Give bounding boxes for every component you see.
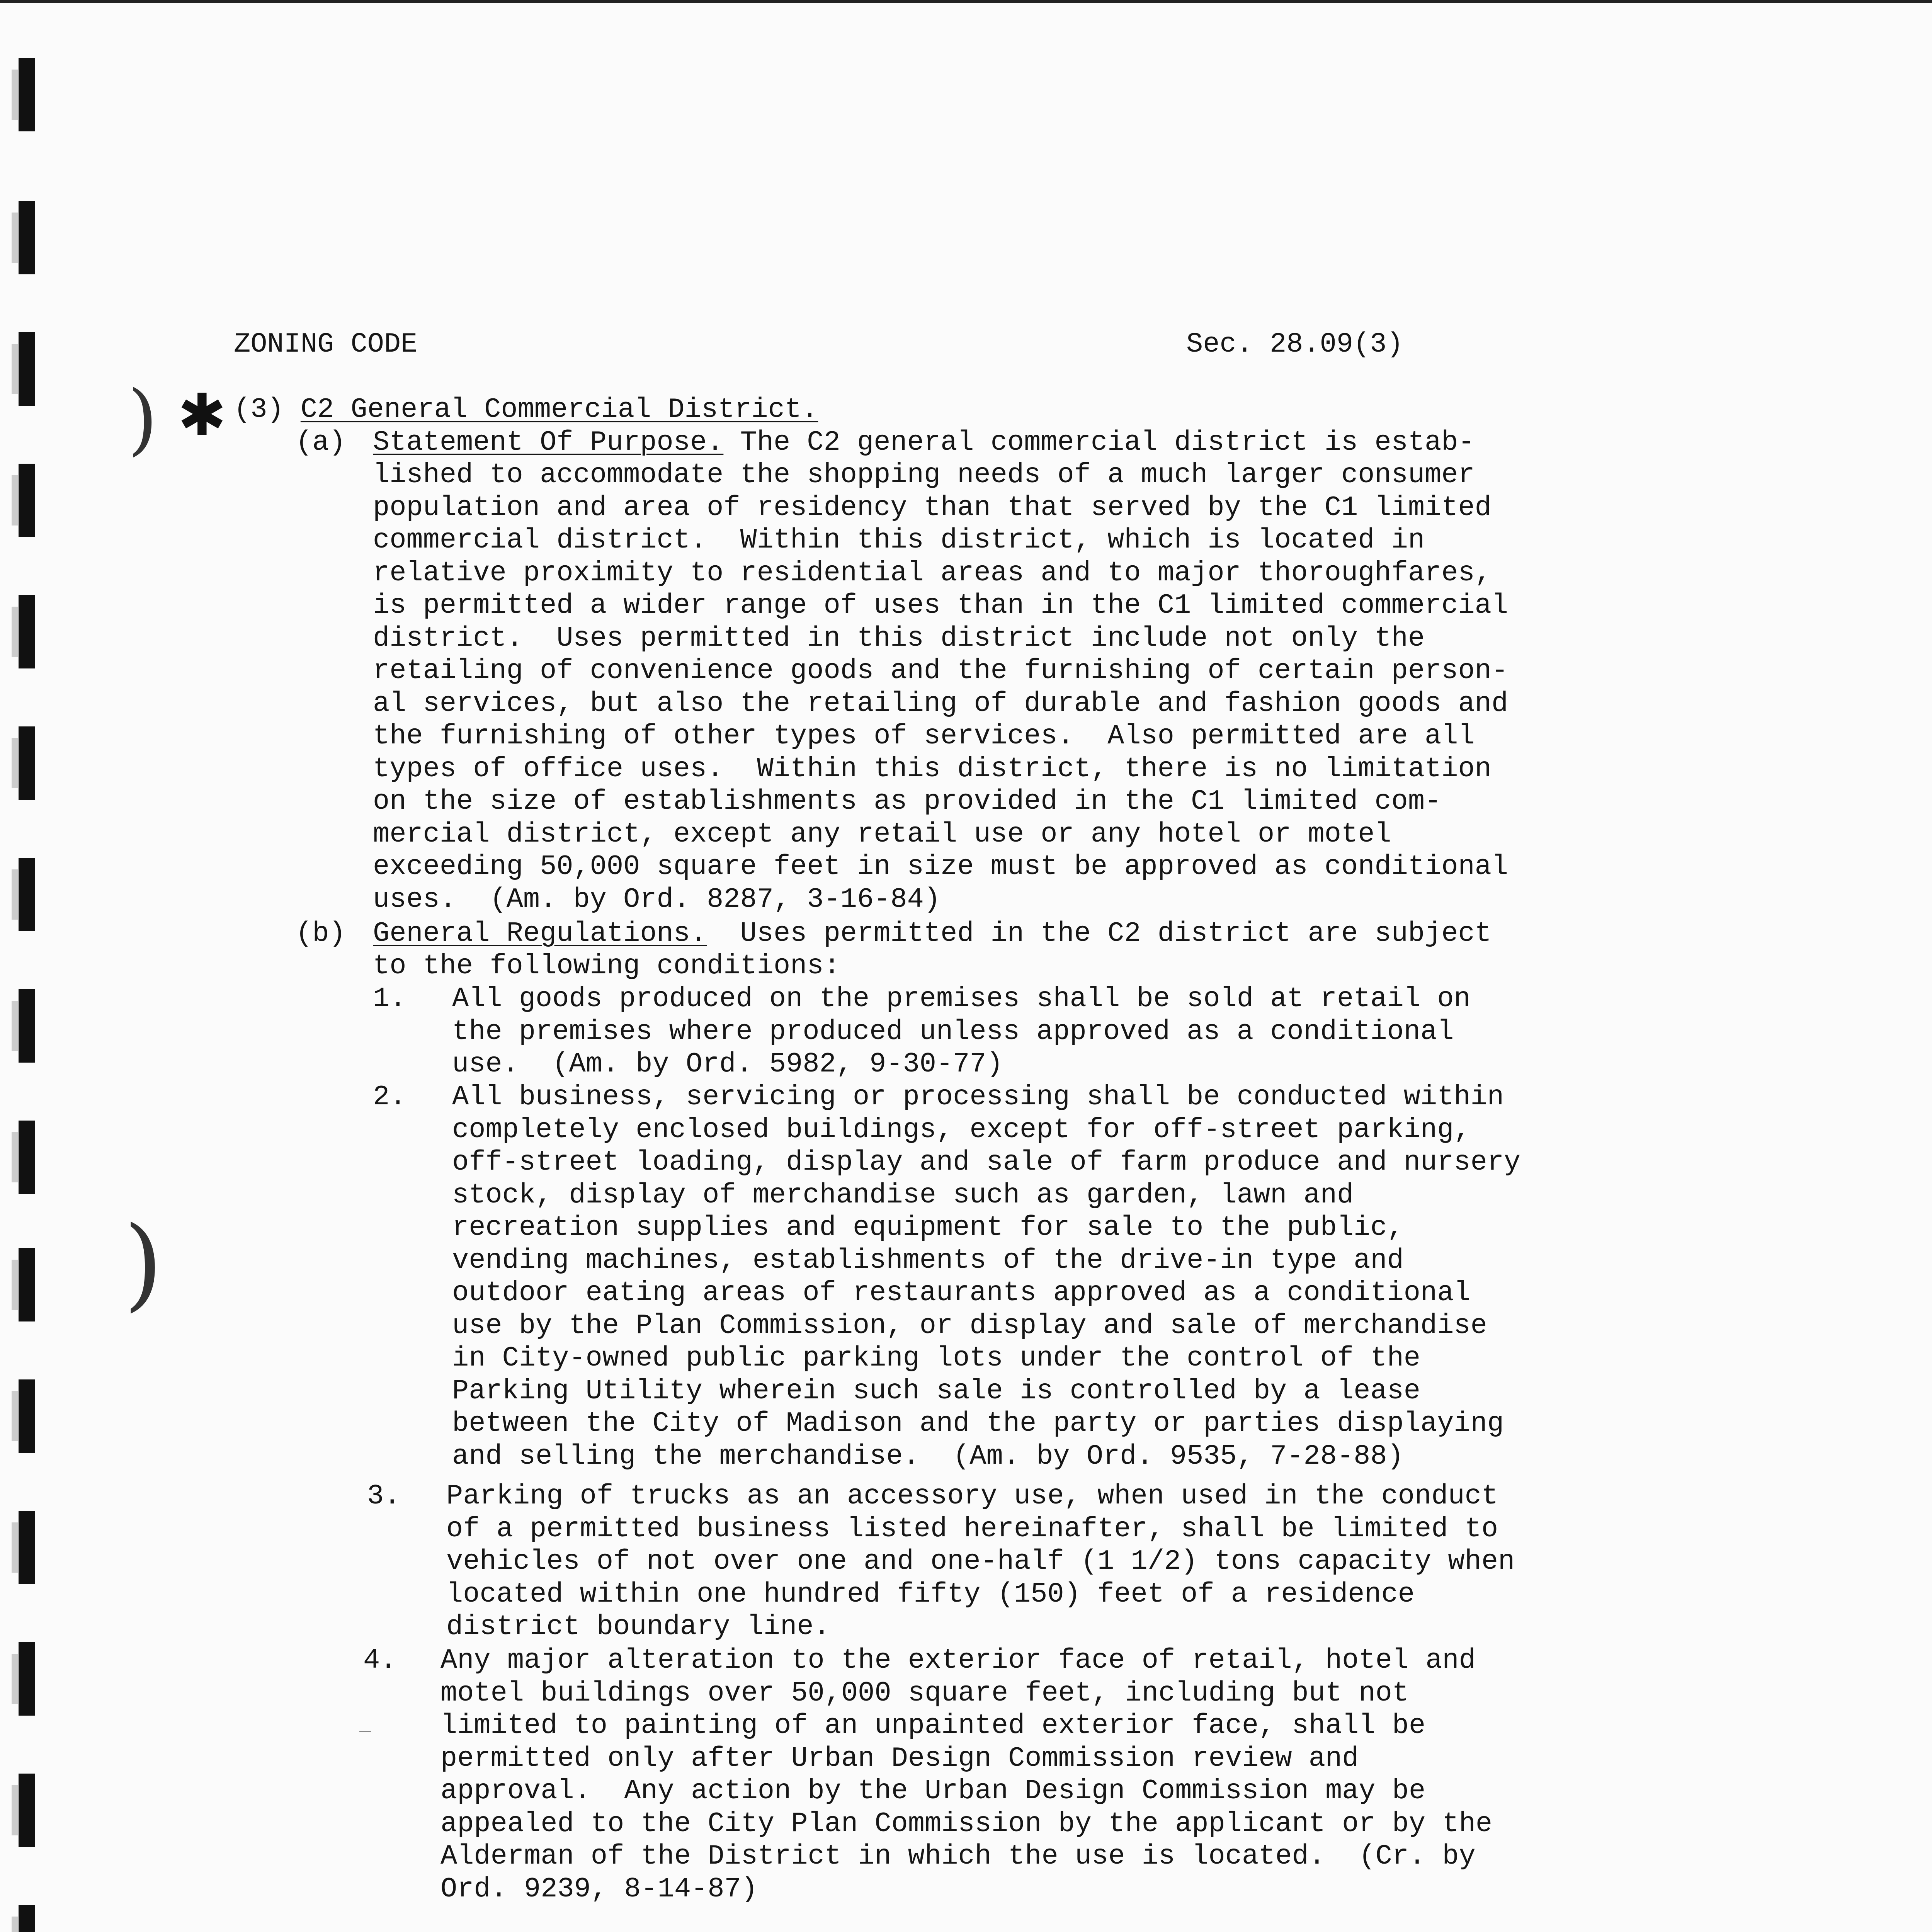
list-item-number: 3. xyxy=(367,1480,401,1512)
text-line: completely enclosed buildings, except for off-street parking, xyxy=(452,1114,1471,1146)
text-line: vehicles of not over one and one-half (1 1/2) tons capacity when xyxy=(446,1546,1515,1577)
text-line: uses. (Am. by Ord. 8287, 3-16-84) xyxy=(373,883,941,915)
text-line: motel buildings over 50,000 square feet, including but not xyxy=(440,1677,1409,1709)
binder-hole xyxy=(19,1642,35,1716)
list-item-3 xyxy=(446,1480,1515,1643)
text-line: types of office uses. Within this district, there is no limitation xyxy=(373,753,1492,785)
list-item-number: 2. xyxy=(373,1081,406,1113)
binder-hole xyxy=(19,58,35,131)
subsection-a-first-line: Statement Of Purpose. The C2 general commercial district is estab- xyxy=(373,427,1475,458)
binder-hole xyxy=(19,1774,35,1847)
text-line: Alderman of the District in which the use is located. (Cr. by xyxy=(440,1840,1476,1872)
text-line: the furnishing of other types of services. Also permitted are all xyxy=(373,720,1475,752)
text-line: population and area of residency than that served by the C1 limited xyxy=(373,492,1492,524)
text-line: relative proximity to residential areas and to major thoroughfares, xyxy=(373,557,1492,589)
binder-hole xyxy=(19,464,35,537)
text-line: is permitted a wider range of uses than in the C1 limited commercial xyxy=(373,590,1509,621)
binder-hole xyxy=(19,726,35,800)
section-heading xyxy=(234,393,818,426)
binder-hole xyxy=(19,332,35,406)
text-line: mercial district, except any retail use or any hotel or motel xyxy=(373,818,1391,850)
subsection-b-label: (b) xyxy=(296,918,346,949)
header-section-ref: Sec. 28.09(3) xyxy=(1186,328,1403,360)
header-title: ZONING CODE xyxy=(234,328,418,360)
text-line: located within one hundred fifty (150) feet of a residence xyxy=(446,1578,1415,1610)
binder-hole xyxy=(19,1511,35,1584)
subsection-a-heading: Statement Of Purpose. xyxy=(373,427,724,458)
section-number: (3) xyxy=(234,394,284,425)
list-item-number: 1. xyxy=(373,983,406,1015)
binder-hole xyxy=(19,201,35,274)
text-line: All goods produced on the premises shall be sold at retail on xyxy=(452,983,1471,1015)
text-line: commercial district. Within this district, which is located in xyxy=(373,524,1425,556)
binder-hole xyxy=(19,1121,35,1194)
text-line: stock, display of merchandise such as garden, lawn and xyxy=(452,1179,1354,1211)
text-line: lished to accommodate the shopping needs of a much larger consumer xyxy=(373,459,1475,491)
text-line: approval. Any action by the Urban Design Commission may be xyxy=(440,1775,1426,1807)
binder-hole xyxy=(19,1379,35,1453)
text-line: in City-owned public parking lots under the control of the xyxy=(452,1342,1421,1374)
list-item-2 xyxy=(452,1081,1520,1473)
list-item-number: 4. xyxy=(363,1645,397,1676)
subsection-a-body xyxy=(373,459,1508,916)
text-line: use by the Plan Commission, or display and sale of merchandise xyxy=(452,1310,1487,1342)
text-line: permitted only after Urban Design Commission review and xyxy=(440,1742,1359,1774)
text-line: Any major alteration to the exterior face of retail, hotel and xyxy=(440,1645,1476,1676)
text-line: on the size of establishments as provided in the C1 limited com- xyxy=(373,786,1442,817)
text-line: off-street loading, display and sale of farm produce and nursery xyxy=(452,1146,1521,1178)
handwritten-bracket-mark: ) xyxy=(128,374,158,464)
asterisk-marker: ✱ xyxy=(178,382,226,449)
text-line: vending machines, establishments of the drive-in type and xyxy=(452,1244,1404,1276)
text-line: Parking Utility wherein such sale is controlled by a lease xyxy=(452,1375,1421,1407)
binder-hole xyxy=(19,595,35,668)
pen-mark xyxy=(359,1731,371,1732)
text-line: and selling the merchandise. (Am. by Ord. 9535, 7-28-88) xyxy=(452,1440,1404,1472)
handwritten-bracket-mark: ) xyxy=(124,1205,163,1322)
binder-hole xyxy=(19,1905,35,1932)
text-line: All business, servicing or processing shall be conducted within xyxy=(452,1081,1504,1113)
list-item-1 xyxy=(452,983,1471,1081)
text-line: al services, but also the retailing of durable and fashion goods and xyxy=(373,687,1509,719)
section-title: C2 General Commercial District. xyxy=(300,394,818,425)
subsection-b-heading: General Regulations. xyxy=(373,918,707,949)
text-line: limited to painting of an unpainted exterior face, shall be xyxy=(440,1710,1426,1742)
text-line: retailing of convenience goods and the furnishing of certain person- xyxy=(373,655,1509,687)
text-line: between the City of Madison and the party or parties displaying xyxy=(452,1408,1504,1439)
binder-hole xyxy=(19,858,35,931)
text-line: the premises where produced unless approved as a conditional xyxy=(452,1015,1454,1048)
text-line: district. Uses permitted in this district include not only the xyxy=(373,622,1425,654)
text-line: outdoor eating areas of restaurants approved as a conditional xyxy=(452,1277,1471,1309)
subsection-a-label: (a) xyxy=(296,427,346,458)
text-line: district boundary line. xyxy=(446,1611,830,1643)
text-line: of a permitted business listed hereinafter, shall be limited to xyxy=(446,1513,1498,1545)
text-line: appealed to the City Plan Commission by the applicant or by the xyxy=(440,1808,1493,1840)
text-line: use. (Am. by Ord. 5982, 9-30-77) xyxy=(452,1048,1003,1080)
text-line: Parking of trucks as an accessory use, when used in the conduct xyxy=(446,1480,1498,1512)
list-item-4 xyxy=(440,1644,1492,1905)
text-line: recreation supplies and equipment for sale to the public, xyxy=(452,1212,1404,1243)
text-line: exceeding 50,000 square feet in size must be approved as conditional xyxy=(373,851,1509,883)
binder-hole xyxy=(19,989,35,1063)
subsection-b-first-line: General Regulations. Uses permitted in the C2 district are subject xyxy=(373,918,1492,949)
binder-hole xyxy=(19,1248,35,1321)
subsection-b-intro: to the following conditions: xyxy=(373,950,840,982)
text-line: Ord. 9239, 8-14-87) xyxy=(440,1873,758,1905)
page-top-edge xyxy=(0,0,1932,3)
